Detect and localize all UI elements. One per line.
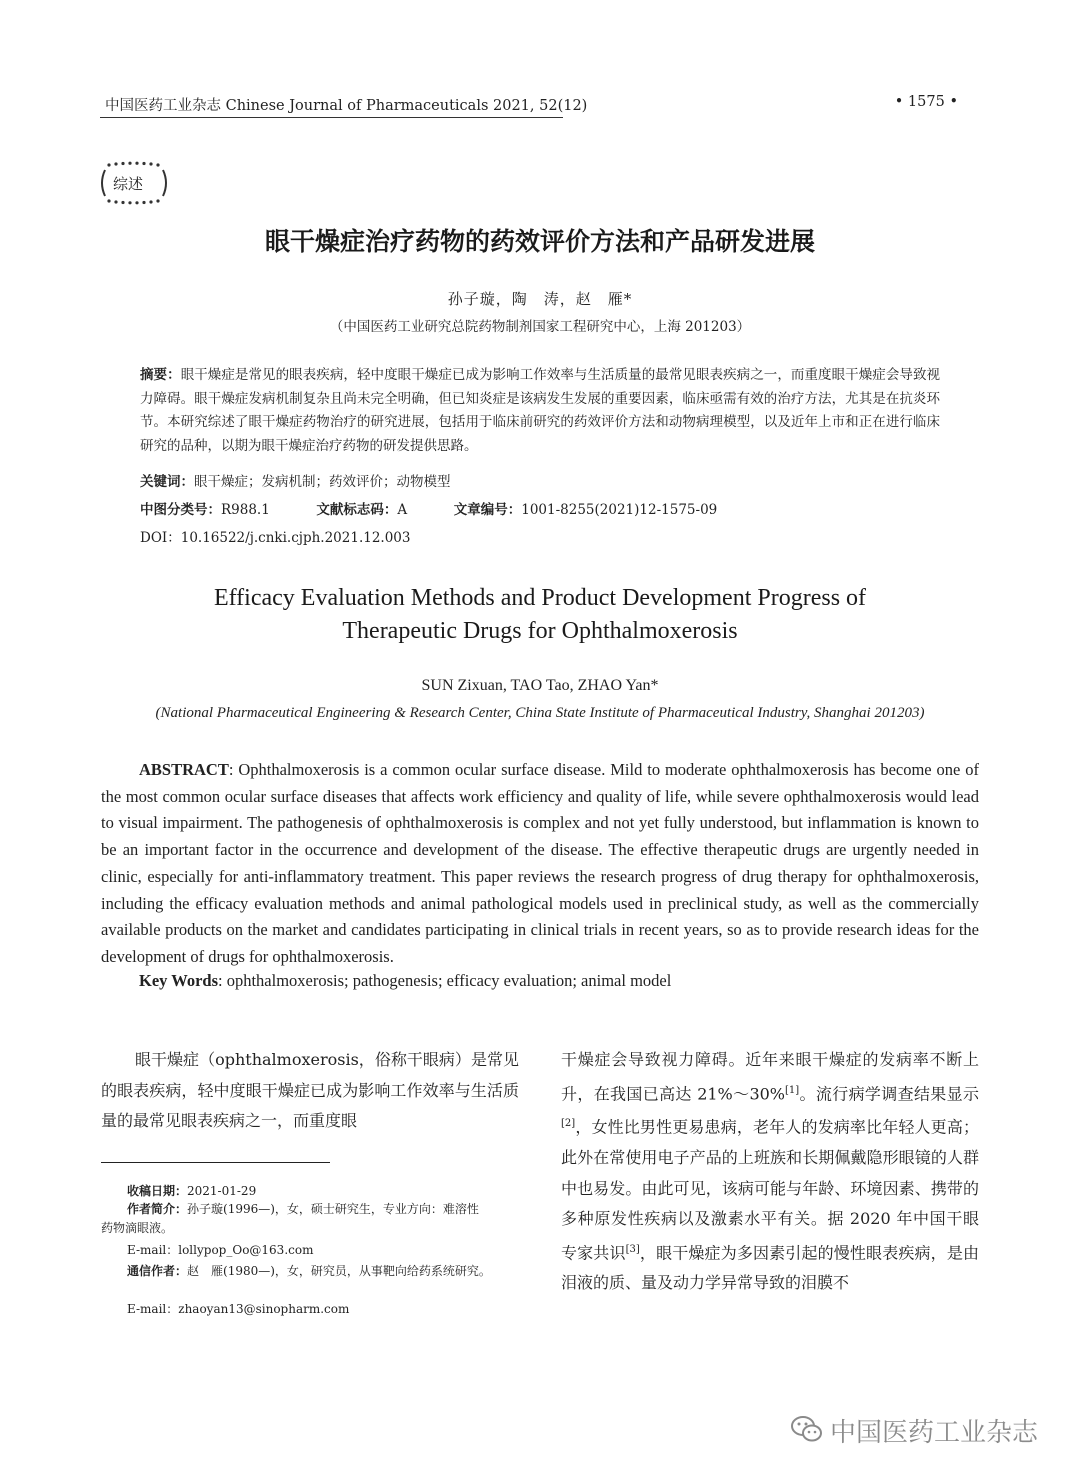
body-right-column xyxy=(561,1045,979,1299)
running-header: 中国医药工业杂志 Chinese Journal of Pharmaceuticals 2021, 52(12) xyxy=(105,98,588,114)
citation-1[interactable]: [1] xyxy=(785,1084,800,1096)
title-english xyxy=(0,582,1080,648)
received-date xyxy=(127,1182,256,1200)
page-number: • 1575 • xyxy=(894,94,958,110)
title-english-line-2: Therapeutic Drugs for Ophthalmoxerosis xyxy=(342,618,738,644)
keywords-en-label: Key Words xyxy=(139,971,218,990)
doc-code-label: 文献标志码： xyxy=(316,502,398,518)
header-rule xyxy=(100,117,563,118)
keywords-chinese xyxy=(140,470,451,490)
abstract-en-label: ABSTRACT xyxy=(139,760,229,779)
abstract-text: 眼干燥症是常见的眼表疾病，轻中度眼干燥症已成为影响工作效率与生活质量的最常见眼表疾病之一，而重度眼干燥症会导致视力障碍。眼干燥症发病机制复杂且尚未完全明确，但已知炎症是该病发生发展的重要因素，临床亟需有效的治疗方法，尤其是在抗炎环节。本研究综述了眼干燥症药物治疗的研究进展，包括用于临床前研究的药效评价方法和动物病理模型，以及近年上市和正在进行临床研究的品种，以期为眼干燥症治疗药物的研发提供思路。 xyxy=(140,367,941,454)
received-value: 2021-01-29 xyxy=(187,1184,257,1198)
title-english-line-1: Efficacy Evaluation Methods and Product Development Progress of xyxy=(213,585,867,611)
footnote-rule xyxy=(101,1162,330,1163)
corresponding-author xyxy=(127,1262,491,1280)
abstract-label: 摘要： xyxy=(140,367,181,383)
body-right-part-4: ，眼干燥症为多因素引起的慢性眼表疾病，是由泪液的质、量及动力学异常导致的泪膜不 xyxy=(561,1242,979,1293)
classification-row xyxy=(140,498,717,518)
abstract-en-text: : Ophthalmoxerosis is a common ocular surface disease. Mild to moderate ophthalmoxerosis has become one of the most common ocular surface diseases that affects work efficiency and quality of life, while severe ophthalmoxerosis would lead to visual impairment. The pathogenesis of ophthalmoxerosis is complex and not yet fully understood, but inflammation is known to be an important factor in the occurrence and development of the disease. The effective therapeutic drugs are urgently needed in clinic, especially for anti-inflammatory treatment. This paper reviews the research progress of drug therapy for ophthalmoxerosis, including the efficacy evaluation methods and animal pathological models used in preclinical study, as well as the commercially available products on the market and candidates participating in clinical trials in recent years, so as to provide research ideas for the development of drugs for ophthalmoxerosis. xyxy=(101,760,979,966)
author-bio-label: 作者简介： xyxy=(127,1202,188,1216)
title-chinese: 眼干燥症治疗药物的药效评价方法和产品研发进展 xyxy=(264,227,815,256)
author-bio-value: 孙子璇(1996—)，女，硕士研究生，专业方向：难溶性 xyxy=(187,1202,479,1216)
received-label: 收稿日期： xyxy=(127,1184,188,1198)
authors-chinese: 孙子璇，陶 涛，赵 雁* xyxy=(447,290,633,308)
corresponding-label: 通信作者： xyxy=(127,1264,188,1278)
author-email[interactable]: E-mail：lollypop_Oo@163.com xyxy=(127,1243,314,1257)
author-bio xyxy=(127,1200,479,1218)
section-label: 综述 xyxy=(113,175,144,193)
doi-label: DOI： xyxy=(140,530,181,546)
citation-2[interactable]: [2] xyxy=(561,1118,576,1130)
affiliation-english: (National Pharmaceutical Engineering & Research Center, China State Institute of Pharmaceutical Industry, Shanghai 201203) xyxy=(155,705,925,721)
citation-3[interactable]: [3] xyxy=(625,1243,640,1255)
keywords-english xyxy=(139,971,671,991)
corresponding-value: 赵 雁(1980—)，女，研究员，从事靶向给药系统研究。 xyxy=(187,1264,491,1278)
abstract-chinese xyxy=(140,364,940,458)
clc-label: 中图分类号： xyxy=(140,502,221,518)
body-right-part-3: ，女性比男性更易患病，老年人的发病率比年轻人更高；此外在常使用电子产品的上班族和长期佩戴隐形眼镜的人群中也易发。由此可见，该病可能与年龄、环境因素、携带的多种原发性疾病以及激素水平有关。据 2020 年中国干眼专家共识 xyxy=(561,1117,979,1262)
doi-link[interactable]: 10.16522/j.cnki.cjph.2021.12.003 xyxy=(180,530,411,546)
keywords-en-text: : ophthalmoxerosis; pathogenesis; efficacy evaluation; animal model xyxy=(218,971,672,990)
authors-english: SUN Zixuan, TAO Tao, ZHAO Yan* xyxy=(421,677,659,694)
affiliation-chinese: （中国医药工业研究总院药物制剂国家工程研究中心，上海 201203） xyxy=(329,319,751,335)
clc-value: R988.1 xyxy=(221,502,270,518)
article-no-value: 1001-8255(2021)12-1575-09 xyxy=(521,502,718,518)
watermark-text: 中国医药工业杂志 xyxy=(830,1418,1039,1448)
author-bio-continued: 药物滴眼液。 xyxy=(101,1221,174,1235)
keywords-text: 眼干燥症；发病机制；药效评价；动物模型 xyxy=(194,474,451,490)
wechat-icon xyxy=(790,1412,824,1446)
abstract-english xyxy=(101,757,979,971)
keywords-label: 关键词： xyxy=(140,474,194,490)
corresponding-email[interactable]: E-mail：zhaoyan13@sinopharm.com xyxy=(127,1302,350,1316)
body-right-part-2: 。流行病学调查结果显示 xyxy=(799,1083,979,1103)
body-left-column: 眼干燥症（ophthalmoxerosis，俗称干眼病）是常见的眼表疾病，轻中度眼干燥症已成为影响工作效率与生活质量的最常见眼表疾病之一，而重度眼 xyxy=(101,1050,519,1130)
doi-row xyxy=(140,526,410,546)
doc-code-value: A xyxy=(397,502,408,518)
body-right-part-1: 干燥症会导致视力障碍。近年来眼干燥症的发病率不断上升，在我国已高达 21%～30% xyxy=(561,1050,979,1103)
article-no-label: 文章编号： xyxy=(453,502,522,518)
